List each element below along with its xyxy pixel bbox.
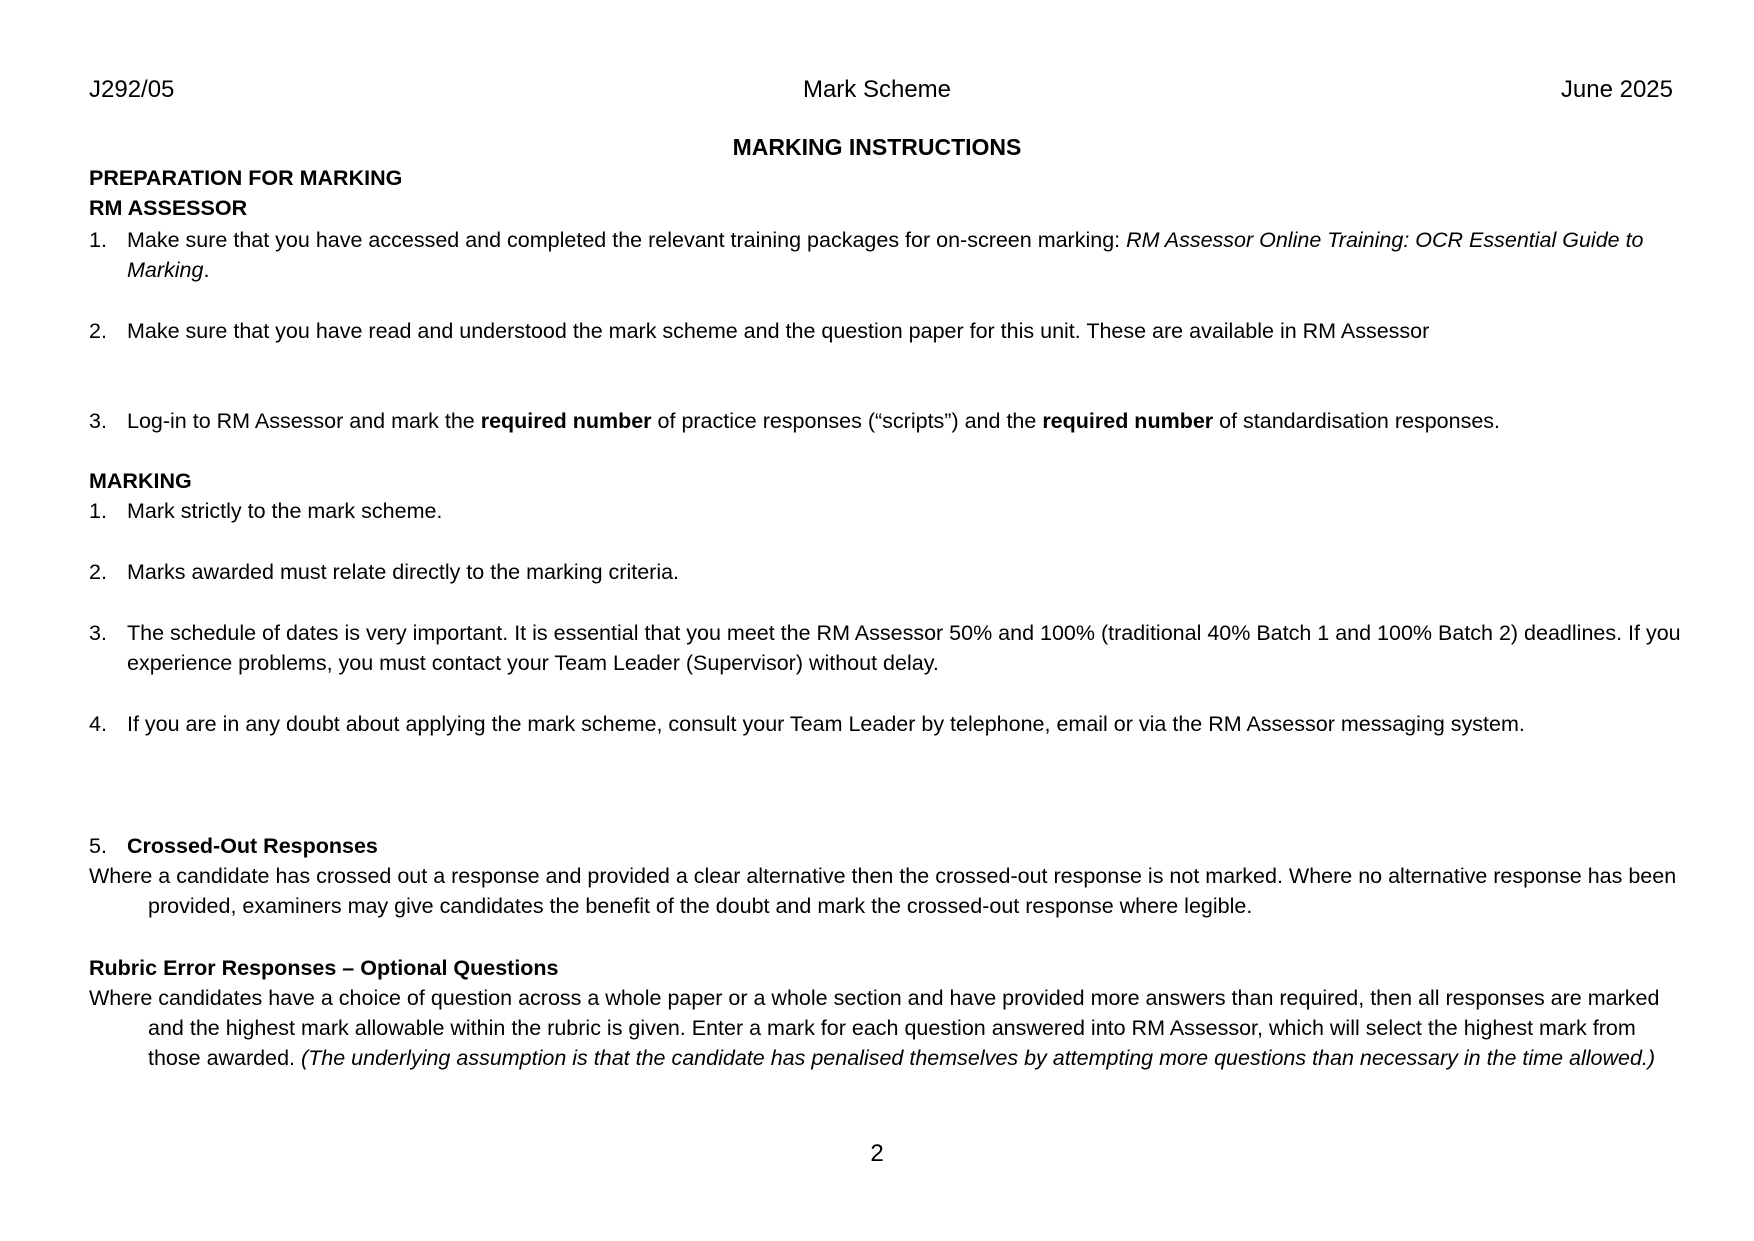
rubric-text: Where candidates have a choice of question across a whole paper or a whole section and have provided more answers than required, then all responses are marked and the highest mark allowable within the rubric is given. Enter a mark for each question answered into RM Assessor, which will select the highest mark from those awarded. (89, 986, 1660, 1070)
marking-heading: MARKING (89, 469, 192, 493)
marking-item-1-number: 1. (89, 499, 107, 523)
marking-item-4-number: 4. (89, 712, 107, 736)
marking-item-2-text: Marks awarded must relate directly to the marking criteria. (127, 560, 680, 584)
header-title: Mark Scheme (802, 76, 952, 103)
marking-item-1-text: Mark strictly to the mark scheme. (127, 499, 443, 523)
prep-item-3-part-c: of standardisation responses. (1213, 409, 1500, 433)
marking-item-3-text: The schedule of dates is very important. It is essential that you meet the RM Assessor 50% and 100% (traditional 40% Batch 1 and 100% Batch 2) deadlines. If you experience problems, you must contact your Team Leader (Supervisor) without delay. (127, 621, 1681, 675)
marking-item-5-number: 5. (89, 834, 107, 858)
marking-item-3-number: 3. (89, 621, 107, 645)
prep-item-1-number: 1. (89, 228, 107, 252)
crossed-out-paragraph: Where a candidate has crossed out a response and provided a clear alternative then the crossed-out response is not marked. Where no alternative response has been provided, examiners may give candidates the benefit of the doubt and mark the crossed-out response where legible. (89, 864, 1677, 918)
prep-item-1-plain: Make sure that you have accessed and completed the relevant training packages for on-screen marking: (127, 228, 1127, 252)
prep-item-3-part-b: of practice responses (“scripts”) and the (651, 409, 1043, 433)
rubric-heading: Rubric Error Responses – Optional Questions (89, 956, 559, 980)
prep-item-1-text (127, 225, 1687, 285)
preparation-heading: PREPARATION FOR MARKING (89, 166, 403, 190)
marking-item-4-text: If you are in any doubt about applying the mark scheme, consult your Team Leader by telephone, email or via the RM Assessor messaging system. (127, 712, 1525, 736)
page-number: 2 (870, 1140, 884, 1167)
page-title: MARKING INSTRUCTIONS (732, 134, 1022, 160)
prep-item-2-number: 2. (89, 319, 107, 343)
header-date: June 2025 (1560, 76, 1673, 103)
rubric-italic-note: (The underlying assumption is that the candidate has penalised themselves by attempting more questions than necessary in the time allowed.) (301, 1046, 1656, 1070)
prep-item-1-italic: RM Assessor Online Training: OCR Essential Guide to Marking (127, 228, 1644, 282)
prep-item-3-bold-b: required number (1042, 409, 1214, 433)
prep-item-3-part-a: Log-in to RM Assessor and mark the (127, 409, 481, 433)
prep-item-3-text (127, 406, 1687, 436)
crossed-out-heading: Crossed-Out Responses (127, 834, 378, 858)
prep-item-3-bold-a: required number (480, 409, 652, 433)
prep-item-3-number: 3. (89, 409, 107, 433)
header-code: J292/05 (89, 76, 175, 103)
prep-item-1-tail: . (203, 258, 210, 282)
prep-item-2-text: Make sure that you have read and understood the mark scheme and the question paper for this unit. These are available in RM Assessor (127, 319, 1430, 343)
rm-assessor-subheading: RM ASSESSOR (89, 196, 248, 220)
rubric-paragraph (89, 983, 1689, 1073)
marking-item-2-number: 2. (89, 560, 107, 584)
